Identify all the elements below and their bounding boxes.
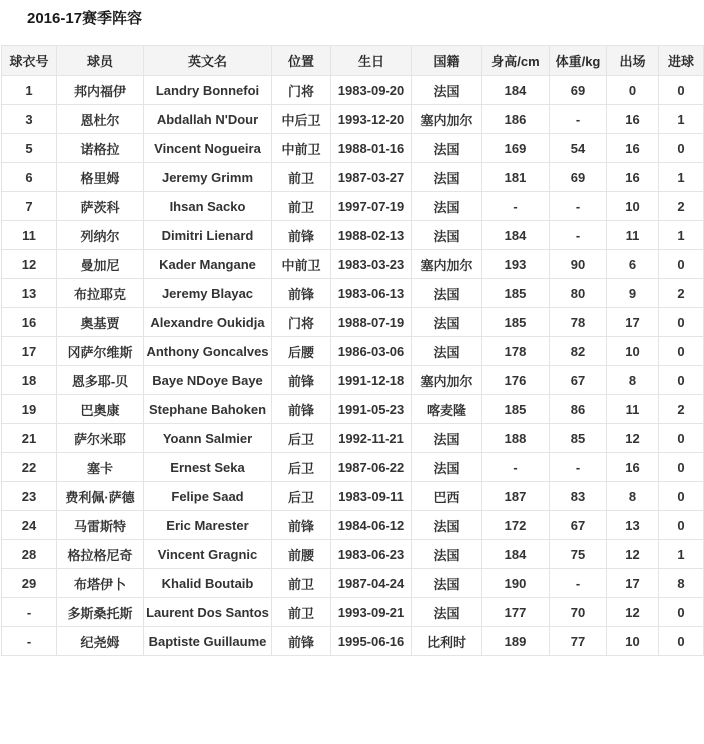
table-cell: 1 xyxy=(659,221,704,250)
table-row xyxy=(2,424,704,453)
table-cell: 前卫 xyxy=(272,569,331,598)
table-cell: Vincent Gragnic xyxy=(144,540,272,569)
table-row xyxy=(2,337,704,366)
table-cell: 1988-02-13 xyxy=(331,221,412,250)
table-cell: 188 xyxy=(482,424,550,453)
table-cell: 0 xyxy=(659,366,704,395)
table-cell: 1983-06-23 xyxy=(331,540,412,569)
table-cell: 11 xyxy=(607,395,659,424)
header-row xyxy=(2,46,704,76)
table-cell: 格拉格尼奇 xyxy=(57,540,144,569)
table-cell: 54 xyxy=(550,134,607,163)
table-cell: 77 xyxy=(550,627,607,656)
table-cell: 1987-06-22 xyxy=(331,453,412,482)
table-cell: 塞内加尔 xyxy=(412,105,482,134)
table-cell: 1988-07-19 xyxy=(331,308,412,337)
table-cell: 巴奥康 xyxy=(57,395,144,424)
table-cell: 法国 xyxy=(412,163,482,192)
table-cell: - xyxy=(550,221,607,250)
table-cell: Baptiste Guillaume xyxy=(144,627,272,656)
table-cell: 0 xyxy=(659,598,704,627)
table-cell: 1983-09-11 xyxy=(331,482,412,511)
table-cell: 1987-04-24 xyxy=(331,569,412,598)
column-header: 球衣号 xyxy=(2,46,57,76)
table-row xyxy=(2,482,704,511)
table-cell: 前锋 xyxy=(272,279,331,308)
table-cell: 17 xyxy=(607,308,659,337)
table-cell: 前锋 xyxy=(272,395,331,424)
table-cell: Vincent Nogueira xyxy=(144,134,272,163)
table-cell: 法国 xyxy=(412,453,482,482)
table-cell: 中前卫 xyxy=(272,250,331,279)
table-row xyxy=(2,221,704,250)
table-cell: 16 xyxy=(607,105,659,134)
table-cell: Felipe Saad xyxy=(144,482,272,511)
table-cell: 184 xyxy=(482,221,550,250)
table-cell: 67 xyxy=(550,511,607,540)
table-cell: 16 xyxy=(607,134,659,163)
table-cell: 1991-12-18 xyxy=(331,366,412,395)
table-cell: Abdallah N'Dour xyxy=(144,105,272,134)
table-cell: - xyxy=(482,192,550,221)
table-cell: Kader Mangane xyxy=(144,250,272,279)
table-cell: 8 xyxy=(607,366,659,395)
table-row xyxy=(2,598,704,627)
table-cell: 6 xyxy=(607,250,659,279)
table-cell: 1991-05-23 xyxy=(331,395,412,424)
table-cell: - xyxy=(550,453,607,482)
table-cell: 24 xyxy=(2,511,57,540)
table-cell: 10 xyxy=(607,192,659,221)
table-row xyxy=(2,540,704,569)
table-cell: 9 xyxy=(607,279,659,308)
table-cell: 16 xyxy=(607,163,659,192)
table-cell: 11 xyxy=(2,221,57,250)
table-cell: 7 xyxy=(2,192,57,221)
table-cell: 法国 xyxy=(412,134,482,163)
table-cell: 1986-03-06 xyxy=(331,337,412,366)
table-cell: 前锋 xyxy=(272,511,331,540)
table-cell: - xyxy=(550,569,607,598)
table-cell: 后卫 xyxy=(272,482,331,511)
table-cell: 16 xyxy=(607,453,659,482)
table-cell: 塞内加尔 xyxy=(412,250,482,279)
table-cell: 门将 xyxy=(272,308,331,337)
table-cell: 萨茨科 xyxy=(57,192,144,221)
table-cell: 177 xyxy=(482,598,550,627)
table-cell: 后卫 xyxy=(272,453,331,482)
table-cell: 1987-03-27 xyxy=(331,163,412,192)
column-header: 球员 xyxy=(57,46,144,76)
table-cell: 曼加尼 xyxy=(57,250,144,279)
table-cell: 中后卫 xyxy=(272,105,331,134)
table-cell: Landry Bonnefoi xyxy=(144,76,272,105)
table-cell: 185 xyxy=(482,279,550,308)
table-cell: 3 xyxy=(2,105,57,134)
table-cell: 前锋 xyxy=(272,221,331,250)
table-cell: 格里姆 xyxy=(57,163,144,192)
table-cell: 8 xyxy=(659,569,704,598)
squad-table xyxy=(1,45,704,656)
table-cell: 纪尧姆 xyxy=(57,627,144,656)
table-cell: 恩杜尔 xyxy=(57,105,144,134)
table-cell: 前锋 xyxy=(272,627,331,656)
column-header: 进球 xyxy=(659,46,704,76)
table-cell: 2 xyxy=(659,279,704,308)
table-cell: 马雷斯特 xyxy=(57,511,144,540)
table-cell: 1988-01-16 xyxy=(331,134,412,163)
table-cell: 90 xyxy=(550,250,607,279)
table-cell: - xyxy=(2,627,57,656)
table-cell: 184 xyxy=(482,76,550,105)
table-cell: 69 xyxy=(550,76,607,105)
table-cell: 69 xyxy=(550,163,607,192)
table-cell: 169 xyxy=(482,134,550,163)
table-cell: 法国 xyxy=(412,511,482,540)
table-cell: 0 xyxy=(607,76,659,105)
table-cell: 78 xyxy=(550,308,607,337)
table-cell: 10 xyxy=(607,337,659,366)
table-cell: 0 xyxy=(659,250,704,279)
table-cell: 1983-09-20 xyxy=(331,76,412,105)
table-cell: 1983-03-23 xyxy=(331,250,412,279)
table-cell: 奥基贾 xyxy=(57,308,144,337)
table-cell: 法国 xyxy=(412,308,482,337)
table-cell: Anthony Goncalves xyxy=(144,337,272,366)
table-row xyxy=(2,163,704,192)
table-cell: 塞卡 xyxy=(57,453,144,482)
table-cell: 178 xyxy=(482,337,550,366)
column-header: 身高/cm xyxy=(482,46,550,76)
table-cell: Baye NDoye Baye xyxy=(144,366,272,395)
table-cell: Khalid Boutaib xyxy=(144,569,272,598)
table-cell: 82 xyxy=(550,337,607,366)
table-row xyxy=(2,627,704,656)
table-cell: 法国 xyxy=(412,221,482,250)
table-cell: Dimitri Lienard xyxy=(144,221,272,250)
table-cell: 6 xyxy=(2,163,57,192)
table-cell: 法国 xyxy=(412,192,482,221)
table-cell: 塞内加尔 xyxy=(412,366,482,395)
table-cell: 前卫 xyxy=(272,163,331,192)
table-cell: 181 xyxy=(482,163,550,192)
table-row xyxy=(2,250,704,279)
table-cell: 187 xyxy=(482,482,550,511)
table-row xyxy=(2,105,704,134)
table-cell: 0 xyxy=(659,424,704,453)
table-cell: - xyxy=(482,453,550,482)
table-cell: 诺格拉 xyxy=(57,134,144,163)
table-cell: 1 xyxy=(2,76,57,105)
table-cell: 12 xyxy=(607,424,659,453)
table-row xyxy=(2,76,704,105)
table-cell: 172 xyxy=(482,511,550,540)
table-cell: 前腰 xyxy=(272,540,331,569)
table-cell: 17 xyxy=(607,569,659,598)
table-cell: 法国 xyxy=(412,337,482,366)
table-cell: 83 xyxy=(550,482,607,511)
table-cell: 费利佩·萨德 xyxy=(57,482,144,511)
table-cell: Ernest Seka xyxy=(144,453,272,482)
table-cell: 法国 xyxy=(412,279,482,308)
table-cell: 2 xyxy=(659,395,704,424)
table-cell: 比利时 xyxy=(412,627,482,656)
table-cell: 28 xyxy=(2,540,57,569)
table-cell: 184 xyxy=(482,540,550,569)
table-cell: 0 xyxy=(659,134,704,163)
table-row xyxy=(2,366,704,395)
table-cell: 0 xyxy=(659,337,704,366)
table-cell: 恩多耶-贝 xyxy=(57,366,144,395)
table-cell: 1 xyxy=(659,163,704,192)
table-row xyxy=(2,569,704,598)
table-cell: 前锋 xyxy=(272,366,331,395)
table-cell: 11 xyxy=(607,221,659,250)
table-row xyxy=(2,134,704,163)
table-cell: - xyxy=(2,598,57,627)
table-cell: 10 xyxy=(607,627,659,656)
table-cell: 1984-06-12 xyxy=(331,511,412,540)
table-cell: 70 xyxy=(550,598,607,627)
table-cell: 法国 xyxy=(412,424,482,453)
table-cell: Jeremy Blayac xyxy=(144,279,272,308)
table-cell: 189 xyxy=(482,627,550,656)
table-cell: 19 xyxy=(2,395,57,424)
table-cell: 前卫 xyxy=(272,598,331,627)
table-row xyxy=(2,279,704,308)
table-cell: 巴西 xyxy=(412,482,482,511)
table-cell: 13 xyxy=(2,279,57,308)
table-cell: 16 xyxy=(2,308,57,337)
table-cell: 邦内福伊 xyxy=(57,76,144,105)
table-cell: 冈萨尔维斯 xyxy=(57,337,144,366)
table-cell: 1993-09-21 xyxy=(331,598,412,627)
table-cell: 67 xyxy=(550,366,607,395)
table-cell: 布拉耶克 xyxy=(57,279,144,308)
table-cell: 后腰 xyxy=(272,337,331,366)
table-body xyxy=(2,76,704,656)
table-cell: 185 xyxy=(482,395,550,424)
table-cell: 12 xyxy=(607,540,659,569)
table-cell: 5 xyxy=(2,134,57,163)
table-cell: 13 xyxy=(607,511,659,540)
table-cell: 法国 xyxy=(412,598,482,627)
table-cell: 186 xyxy=(482,105,550,134)
table-cell: 17 xyxy=(2,337,57,366)
table-cell: Stephane Bahoken xyxy=(144,395,272,424)
table-row xyxy=(2,511,704,540)
column-header: 位置 xyxy=(272,46,331,76)
table-cell: 法国 xyxy=(412,569,482,598)
table-cell: 80 xyxy=(550,279,607,308)
table-row xyxy=(2,192,704,221)
table-cell: 萨尔米耶 xyxy=(57,424,144,453)
table-cell: 176 xyxy=(482,366,550,395)
column-header: 出场 xyxy=(607,46,659,76)
table-row xyxy=(2,453,704,482)
table-cell: Eric Marester xyxy=(144,511,272,540)
table-cell: - xyxy=(550,192,607,221)
table-row xyxy=(2,308,704,337)
table-cell: 法国 xyxy=(412,540,482,569)
table-cell: 列纳尔 xyxy=(57,221,144,250)
table-cell: Yoann Salmier xyxy=(144,424,272,453)
table-cell: 185 xyxy=(482,308,550,337)
table-cell: 0 xyxy=(659,482,704,511)
table-cell: 8 xyxy=(607,482,659,511)
table-cell: 23 xyxy=(2,482,57,511)
table-cell: Jeremy Grimm xyxy=(144,163,272,192)
table-header xyxy=(2,46,704,76)
table-cell: 190 xyxy=(482,569,550,598)
column-header: 国籍 xyxy=(412,46,482,76)
table-cell: 1997-07-19 xyxy=(331,192,412,221)
table-cell: 22 xyxy=(2,453,57,482)
table-cell: 中前卫 xyxy=(272,134,331,163)
column-header: 体重/kg xyxy=(550,46,607,76)
table-cell: 多斯桑托斯 xyxy=(57,598,144,627)
table-cell: 法国 xyxy=(412,76,482,105)
table-cell: 前卫 xyxy=(272,192,331,221)
table-cell: 12 xyxy=(607,598,659,627)
table-cell: 1995-06-16 xyxy=(331,627,412,656)
page-title: 2016-17赛季阵容 xyxy=(27,10,143,27)
table-cell: Ihsan Sacko xyxy=(144,192,272,221)
table-cell: 12 xyxy=(2,250,57,279)
table-cell: 86 xyxy=(550,395,607,424)
table-cell: 0 xyxy=(659,627,704,656)
table-cell: 喀麦隆 xyxy=(412,395,482,424)
table-cell: 1983-06-13 xyxy=(331,279,412,308)
table-cell: 后卫 xyxy=(272,424,331,453)
table-cell: Alexandre Oukidja xyxy=(144,308,272,337)
table-cell: 0 xyxy=(659,453,704,482)
table-cell: - xyxy=(550,105,607,134)
table-cell: 1 xyxy=(659,540,704,569)
table-cell: 1 xyxy=(659,105,704,134)
table-cell: 2 xyxy=(659,192,704,221)
table-row xyxy=(2,395,704,424)
table-cell: 0 xyxy=(659,308,704,337)
table-cell: 0 xyxy=(659,511,704,540)
table-cell: Laurent Dos Santos xyxy=(144,598,272,627)
table-cell: 193 xyxy=(482,250,550,279)
column-header: 英文名 xyxy=(144,46,272,76)
table-cell: 85 xyxy=(550,424,607,453)
table-cell: 75 xyxy=(550,540,607,569)
table-cell: 0 xyxy=(659,76,704,105)
table-cell: 1992-11-21 xyxy=(331,424,412,453)
table-cell: 门将 xyxy=(272,76,331,105)
table-cell: 1993-12-20 xyxy=(331,105,412,134)
table-cell: 29 xyxy=(2,569,57,598)
table-cell: 18 xyxy=(2,366,57,395)
table-cell: 21 xyxy=(2,424,57,453)
table-cell: 布塔伊卜 xyxy=(57,569,144,598)
column-header: 生日 xyxy=(331,46,412,76)
